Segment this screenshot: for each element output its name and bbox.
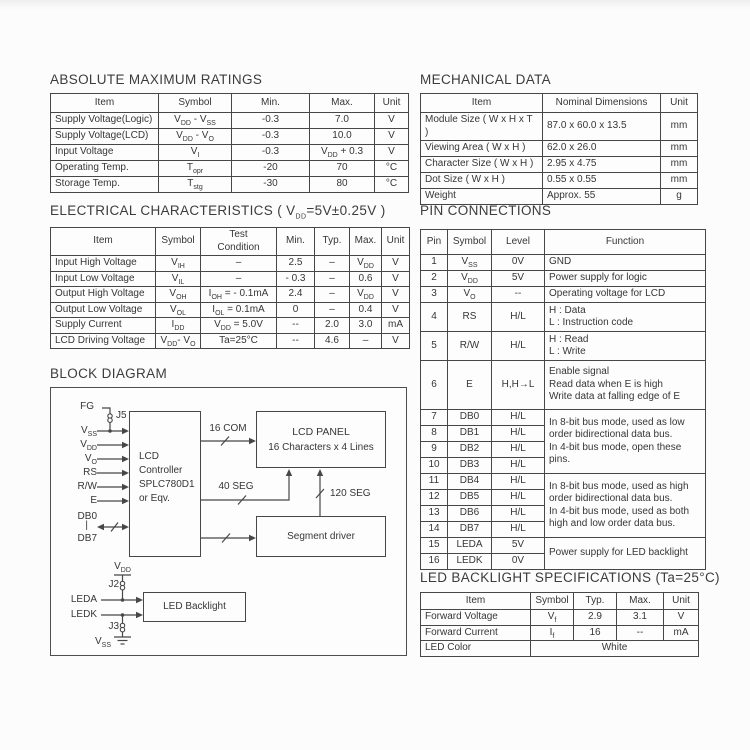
table-cell: Viewing Area ( W x H ) xyxy=(421,141,543,157)
header-row xyxy=(421,593,699,610)
table-cell: $I_{OH}$ = - 0.1mA xyxy=(201,287,277,303)
header-row xyxy=(421,230,706,255)
signal-label-db0: DB0 xyxy=(77,511,97,522)
jumper-label-j5: J5 xyxy=(116,410,127,421)
column-header: Max. xyxy=(350,228,382,256)
table-cell: mm xyxy=(661,157,698,173)
table-cell: H/L xyxy=(492,458,545,474)
table-cell: 13 xyxy=(421,506,448,522)
absolute-maximum-ratings-table xyxy=(50,93,409,193)
table-cell: $V_{DD} - V_O$ xyxy=(159,129,232,145)
table-row xyxy=(421,157,698,173)
table-cell: Operating Temp. xyxy=(51,161,159,177)
table-cell: $I_{OL} = 0.1mA$ xyxy=(201,302,277,318)
column-header: Unit xyxy=(661,94,698,113)
table-cell: V xyxy=(375,129,409,145)
table-cell: $V_{DD} + 0.3$ xyxy=(310,145,375,161)
table-cell: H,H→L xyxy=(492,361,545,410)
table-cell: -30 xyxy=(232,177,310,193)
table-cell: H/L xyxy=(492,303,545,332)
table-cell: – xyxy=(350,333,382,349)
table-cell: – xyxy=(315,302,350,318)
table-cell: H/L xyxy=(492,474,545,490)
table-cell: H/L xyxy=(492,426,545,442)
table-cell: H : Read L : Write xyxy=(545,332,706,361)
column-header: Max. xyxy=(617,593,664,610)
table-cell: V xyxy=(664,610,699,626)
table-cell: 6 xyxy=(421,361,448,410)
column-header: Pin xyxy=(421,230,448,255)
table-cell: Character Size ( W x H ) xyxy=(421,157,543,173)
table-cell: DB6 xyxy=(448,506,492,522)
table-cell: 2 xyxy=(421,271,448,287)
table-cell: 2.4 xyxy=(277,287,315,303)
table-cell: 2.5 xyxy=(277,256,315,272)
table-cell: Forward Voltage xyxy=(421,610,531,626)
signal-label-vdd: $V_{DD}$ xyxy=(80,439,97,452)
column-header: Unit xyxy=(382,228,410,256)
column-header: Item xyxy=(421,593,531,610)
table-cell: DB4 xyxy=(448,474,492,490)
segment-driver-box xyxy=(256,516,386,557)
signal-label-e: E xyxy=(90,495,97,506)
table-cell: 70 xyxy=(310,161,375,177)
table-cell: V xyxy=(382,271,410,287)
table-cell: mm xyxy=(661,113,698,141)
table-row xyxy=(421,361,706,410)
table-cell: – xyxy=(315,256,350,272)
table-cell: H/L xyxy=(492,442,545,458)
signal-label-vss: $V_{SS}$ xyxy=(80,425,97,438)
table-cell: DB3 xyxy=(448,458,492,474)
table-cell: R/W xyxy=(448,332,492,361)
table-cell: 10.0 xyxy=(310,129,375,145)
column-header: Function xyxy=(545,230,706,255)
table-cell: Operating voltage for LCD xyxy=(545,287,706,303)
pin-connections-table xyxy=(420,229,706,570)
segment-driver-label: Segment driver xyxy=(287,530,355,542)
table-cell: -- xyxy=(617,625,664,641)
column-header: Max. xyxy=(310,94,375,113)
table-cell: °C xyxy=(375,177,409,193)
table-cell: $I_{DD}$ xyxy=(156,318,201,334)
table-row xyxy=(421,255,706,271)
table-cell: 7 xyxy=(421,410,448,426)
table-cell: – xyxy=(315,287,350,303)
table-row xyxy=(421,271,706,287)
table-cell: 8 xyxy=(421,426,448,442)
column-header: Min. xyxy=(232,94,310,113)
table-cell: Power supply for LED backlight xyxy=(545,538,706,570)
electrical-characteristics-table xyxy=(50,227,410,349)
column-header: Test Condition xyxy=(201,228,277,256)
table-cell: 10 xyxy=(421,458,448,474)
lcd-panel-label: LCD PANEL xyxy=(292,425,350,438)
table-cell: 1 xyxy=(421,255,448,271)
table-cell: 62.0 x 26.0 xyxy=(543,141,661,157)
table-cell: $V_{DD} = 5.0V$ xyxy=(201,318,277,334)
signal-label-fg: FG xyxy=(80,401,94,412)
table-cell: 11 xyxy=(421,474,448,490)
table-cell: 5V xyxy=(492,271,545,287)
table-cell: – xyxy=(201,256,277,272)
jumper-label-j2: J2 xyxy=(108,579,119,590)
table-cell: V xyxy=(382,256,410,272)
table-cell: V xyxy=(382,287,410,303)
table-cell: Power supply for logic xyxy=(545,271,706,287)
lcd-panel-sublabel: 16 Characters x 4 Lines xyxy=(268,441,374,453)
table-cell: V xyxy=(382,333,410,349)
table-row xyxy=(51,333,410,349)
table-row xyxy=(421,332,706,361)
table-cell: Enable signal Read data when E is high Write data at falling edge of E xyxy=(545,361,706,410)
column-header: Unit xyxy=(375,94,409,113)
table-cell: -- xyxy=(277,333,315,349)
table-cell: 0V xyxy=(492,554,545,570)
table-cell: 0.6 xyxy=(350,271,382,287)
table-cell: Supply Current xyxy=(51,318,156,334)
table-row xyxy=(51,318,410,334)
section-pin-connections xyxy=(420,203,706,570)
table-cell: 5V xyxy=(492,538,545,554)
table-cell: DB2 xyxy=(448,442,492,458)
table-cell: $V_I$ xyxy=(159,145,232,161)
mechanical-data-table xyxy=(420,93,698,205)
table-row xyxy=(421,538,706,554)
table-cell: Ta=25°C xyxy=(201,333,277,349)
mechanical-data-title: MECHANICAL DATA xyxy=(420,72,552,87)
block-diagram xyxy=(50,387,407,656)
table-row xyxy=(51,287,410,303)
section-mechanical-data xyxy=(420,72,698,205)
led-backlight-label: LED Backlight xyxy=(163,601,226,612)
table-cell: 87.0 x 60.0 x 13.5 xyxy=(543,113,661,141)
signal-label-db7: DB7 xyxy=(77,533,97,544)
table-cell: H/L xyxy=(492,522,545,538)
table-cell: 0.4 xyxy=(350,302,382,318)
header-row xyxy=(51,228,410,256)
table-cell: - 0.3 xyxy=(277,271,315,287)
column-header: Level xyxy=(492,230,545,255)
table-row xyxy=(51,145,409,161)
table-cell: H/L xyxy=(492,332,545,361)
table-cell: Output High Voltage xyxy=(51,287,156,303)
table-cell: -20 xyxy=(232,161,310,177)
bus-label-40seg: 40 SEG xyxy=(218,481,254,492)
led-backlight-box xyxy=(143,592,246,622)
table-row xyxy=(421,113,698,141)
bus-label-16com: 16 COM xyxy=(209,423,247,434)
table-cell: Input Voltage xyxy=(51,145,159,161)
table-cell: H : Data L : Instruction code xyxy=(545,303,706,332)
table-cell: 14 xyxy=(421,522,448,538)
table-cell: $V_{OH}$ xyxy=(156,287,201,303)
table-cell: Input High Voltage xyxy=(51,256,156,272)
table-cell: mA xyxy=(382,318,410,334)
header-row xyxy=(51,94,409,113)
table-cell: mA xyxy=(664,625,699,641)
led-backlight-specifications-table xyxy=(420,592,699,657)
block-diagram-title: BLOCK DIAGRAM xyxy=(50,366,168,381)
section-block-diagram xyxy=(50,366,407,656)
table-cell: H/L xyxy=(492,410,545,426)
table-cell: E xyxy=(448,361,492,410)
table-cell: – xyxy=(201,271,277,287)
table-cell: $V_f$ xyxy=(531,610,574,626)
table-cell: 16 xyxy=(421,554,448,570)
column-header: Item xyxy=(51,228,156,256)
table-cell: 9 xyxy=(421,442,448,458)
table-cell: -0.3 xyxy=(232,145,310,161)
table-cell: 0V xyxy=(492,255,545,271)
table-cell: g xyxy=(661,189,698,205)
column-header: Symbol xyxy=(159,94,232,113)
table-cell: $T_{opr}$ xyxy=(159,161,232,177)
table-cell: 12 xyxy=(421,490,448,506)
table-row xyxy=(51,129,409,145)
table-row xyxy=(421,173,698,189)
lcd-controller-label: LCD Controller SPLC780D1 or Eqv. xyxy=(139,451,195,504)
column-header: Symbol xyxy=(156,228,201,256)
table-cell: 2.95 x 4.75 xyxy=(543,157,661,173)
scan-top-shadow xyxy=(0,0,750,9)
table-cell: V xyxy=(382,302,410,318)
table-cell: White xyxy=(531,641,699,657)
signal-label-leda: LEDA xyxy=(70,594,97,605)
table-cell: $V_{DD}$ xyxy=(350,287,382,303)
table-row xyxy=(421,474,706,490)
table-cell: DB1 xyxy=(448,426,492,442)
header-row xyxy=(421,94,698,113)
table-cell: -0.3 xyxy=(232,129,310,145)
led-backlight-specifications-title: LED BACKLIGHT SPECIFICATIONS (Ta=25°C) xyxy=(420,570,720,585)
table-cell: Storage Temp. xyxy=(51,177,159,193)
table-row xyxy=(421,625,699,641)
table-cell: $V_{DD}-$ $V_O$ xyxy=(156,333,201,349)
table-cell: H/L xyxy=(492,490,545,506)
column-header: Item xyxy=(421,94,543,113)
table-cell: DB7 xyxy=(448,522,492,538)
table-row xyxy=(421,410,706,426)
table-cell: 3.1 xyxy=(617,610,664,626)
table-cell: 0.55 x 0.55 xyxy=(543,173,661,189)
column-header: Symbol xyxy=(448,230,492,255)
column-header: Item xyxy=(51,94,159,113)
table-row xyxy=(51,256,410,272)
section-absolute-maximum-ratings xyxy=(50,72,409,193)
lcd-panel-box xyxy=(256,411,386,468)
table-cell: -- xyxy=(277,318,315,334)
column-header: Symbol xyxy=(531,593,574,610)
column-header: Typ. xyxy=(315,228,350,256)
table-cell: °C xyxy=(375,161,409,177)
column-header: Unit xyxy=(664,593,699,610)
table-cell: Supply Voltage(Logic) xyxy=(51,113,159,129)
table-cell: $V_O$ xyxy=(448,287,492,303)
table-cell: 80 xyxy=(310,177,375,193)
table-row xyxy=(421,610,699,626)
section-led-backlight-specifications xyxy=(420,570,720,657)
table-cell: $V_{IH}$ xyxy=(156,256,201,272)
table-cell: 2.0 xyxy=(315,318,350,334)
table-cell: LEDA xyxy=(448,538,492,554)
signal-label-rs: RS xyxy=(83,467,97,478)
column-header: Min. xyxy=(277,228,315,256)
table-cell: 4 xyxy=(421,303,448,332)
electrical-characteristics-title: ELECTRICAL CHARACTERISTICS ( $V_{DD}=5V\pm 0.25V$ ) xyxy=(50,203,386,221)
table-cell: GND xyxy=(545,255,706,271)
table-cell: $V_{DD} - V_{SS}$ xyxy=(159,113,232,129)
table-row xyxy=(51,302,410,318)
column-header: Typ. xyxy=(574,593,617,610)
table-cell: Forward Current xyxy=(421,625,531,641)
table-cell: 7.0 xyxy=(310,113,375,129)
table-cell: 3.0 xyxy=(350,318,382,334)
table-cell: $V_{IL}$ xyxy=(156,271,201,287)
signal-label-rw: R/W xyxy=(77,481,97,492)
lcd-controller-box xyxy=(129,411,201,557)
table-cell: H/L xyxy=(492,506,545,522)
table-cell: – xyxy=(315,271,350,287)
power-label-vss: $V_{SS}$ xyxy=(94,636,111,649)
table-cell: LEDK xyxy=(448,554,492,570)
table-cell: In 8-bit bus mode, used as high order bidirectional data bus. In 4-bit bus mode, used as both high and low order data bus. xyxy=(545,474,706,538)
table-cell: V xyxy=(375,145,409,161)
table-cell: $V_{DD}$ xyxy=(350,256,382,272)
table-cell: 3 xyxy=(421,287,448,303)
table-row xyxy=(421,641,699,657)
table-cell: LCD Driving Voltage xyxy=(51,333,156,349)
table-row xyxy=(421,141,698,157)
table-cell: 5 xyxy=(421,332,448,361)
table-row xyxy=(51,271,410,287)
power-label-vdd: $V_{DD}$ xyxy=(114,561,131,574)
signal-range-bar: | xyxy=(85,520,88,531)
table-cell: 15 xyxy=(421,538,448,554)
table-row xyxy=(51,113,409,129)
pin-connections-title: PIN CONNECTIONS xyxy=(420,203,552,218)
table-cell: 16 xyxy=(574,625,617,641)
table-cell: mm xyxy=(661,141,698,157)
table-cell: Module Size ( W x H x T ) xyxy=(421,113,543,141)
table-cell: -0.3 xyxy=(232,113,310,129)
table-cell: Output Low Voltage xyxy=(51,302,156,318)
table-cell: 4.6 xyxy=(315,333,350,349)
table-cell: LED Color xyxy=(421,641,531,657)
table-cell: V xyxy=(375,113,409,129)
table-cell: $I_f$ xyxy=(531,625,574,641)
table-cell: Input Low Voltage xyxy=(51,271,156,287)
table-cell: $V_{DD}$ xyxy=(448,271,492,287)
table-cell: -- xyxy=(492,287,545,303)
column-header: Nominal Dimensions xyxy=(543,94,661,113)
table-row xyxy=(51,177,409,193)
signal-label-vo: $V_O$ xyxy=(84,453,97,466)
table-cell: mm xyxy=(661,173,698,189)
jumper-label-j3: J3 xyxy=(108,621,119,632)
table-cell: 2.9 xyxy=(574,610,617,626)
table-cell: $T_{stg}$ xyxy=(159,177,232,193)
table-row xyxy=(51,161,409,177)
absolute-maximum-ratings-title: ABSOLUTE MAXIMUM RATINGS xyxy=(50,72,263,87)
table-cell: DB0 xyxy=(448,410,492,426)
table-row xyxy=(421,287,706,303)
table-cell: Approx. 55 xyxy=(543,189,661,205)
table-cell: Supply Voltage(LCD) xyxy=(51,129,159,145)
table-row xyxy=(421,303,706,332)
table-cell: $V_{OL}$ xyxy=(156,302,201,318)
signal-label-ledk: LEDK xyxy=(70,609,97,620)
table-cell: $V_{SS}$ xyxy=(448,255,492,271)
table-cell: Dot Size ( W x H ) xyxy=(421,173,543,189)
table-cell: RS xyxy=(448,303,492,332)
table-cell: DB5 xyxy=(448,490,492,506)
table-cell: 0 xyxy=(277,302,315,318)
bus-label-120seg: 120 SEG xyxy=(330,488,371,499)
table-cell: In 8-bit bus mode, used as low order bidirectional data bus. In 4-bit bus mode, open these pins. xyxy=(545,410,706,474)
section-electrical-characteristics xyxy=(50,203,410,349)
table-cell: Weight xyxy=(421,189,543,205)
